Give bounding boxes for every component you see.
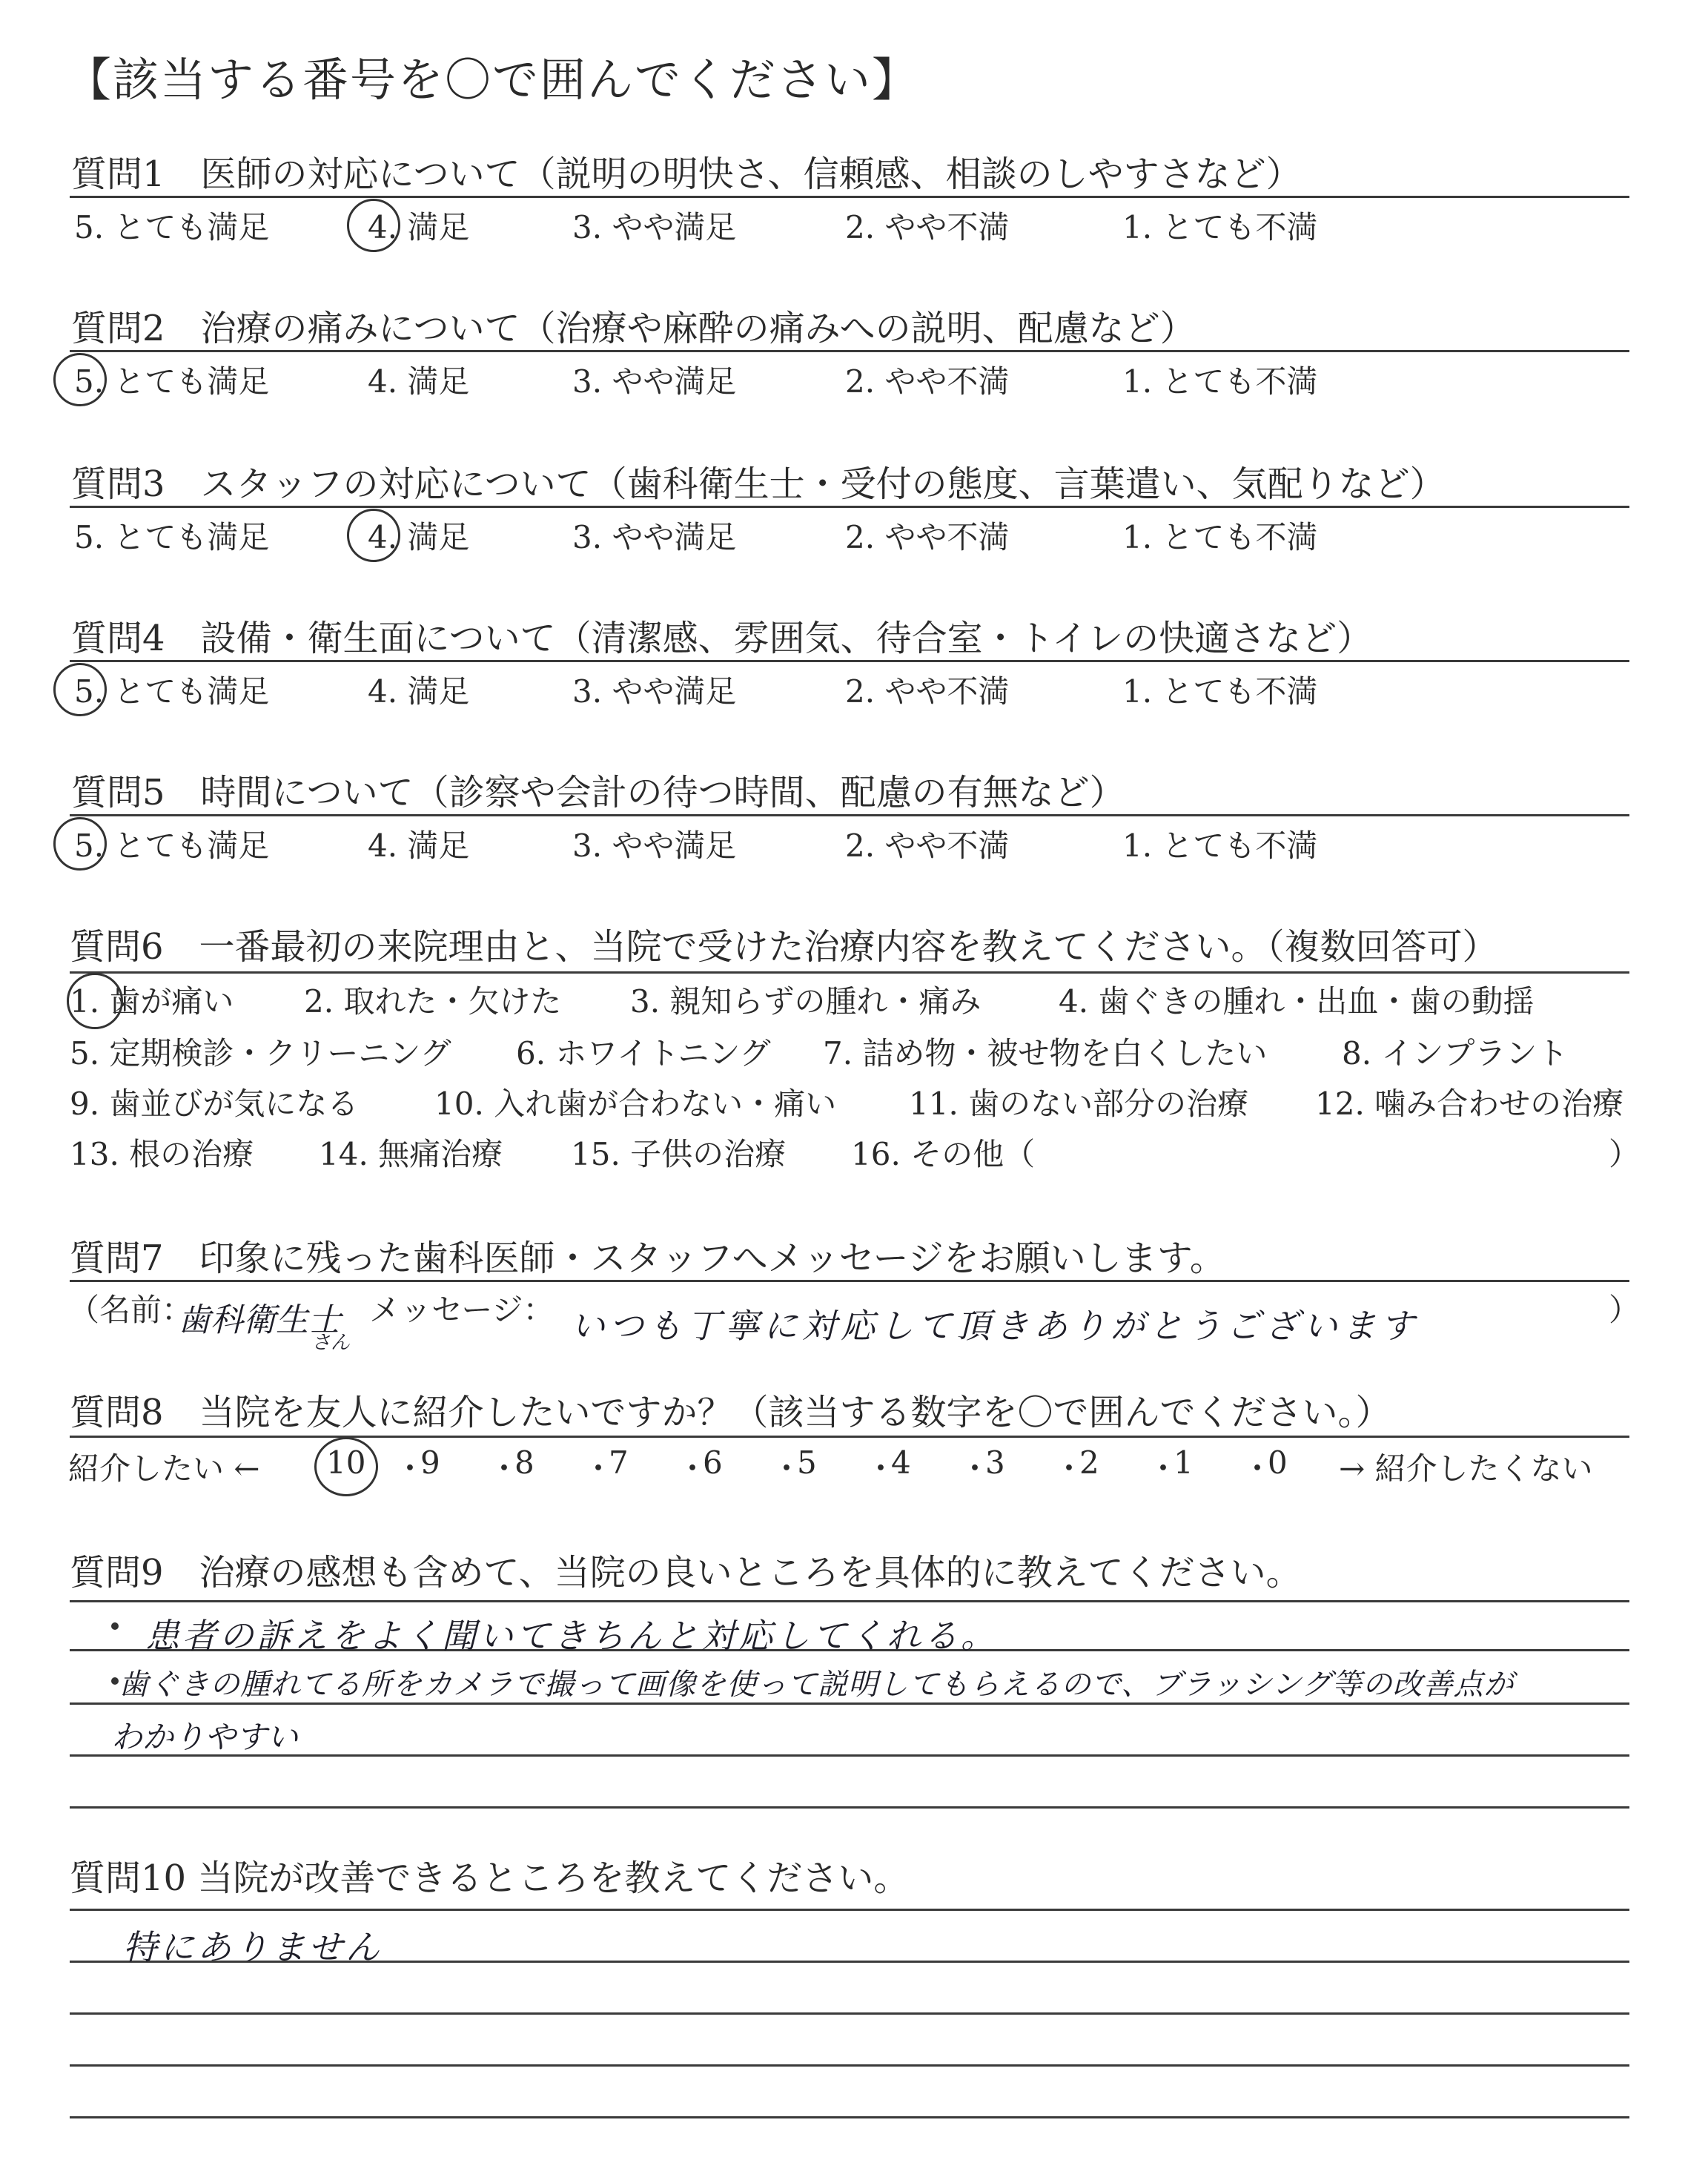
q5-option-3[interactable]: 3. やや満足 <box>572 828 737 864</box>
q9-rule-1 <box>70 1600 1629 1602</box>
q8-separator: ・ <box>489 1450 520 1487</box>
q10-rule-4 <box>70 2064 1629 2067</box>
q8-separator: ・ <box>959 1450 991 1487</box>
q5-option-2[interactable]: 2. やや不満 <box>845 828 1010 864</box>
q6-rule <box>70 971 1629 974</box>
q6-option-2[interactable]: 2. 取れた・欠けた <box>304 983 562 1020</box>
q7-title: 質問7 印象に残った歯科医師・スタッフへメッセージをお願いします。 <box>70 1238 1225 1279</box>
q6-option-13[interactable]: 13. 根の治療 <box>70 1136 254 1172</box>
q9-line-2: 歯ぐきの腫れてる所をカメラで撮って画像を使って説明してもらえるので、ブラッシング等の改善点が <box>119 1668 1515 1702</box>
q8-scale-7[interactable]: 7 <box>609 1444 629 1481</box>
q2-option-3[interactable]: 3. やや満足 <box>572 363 737 400</box>
q6-option-5[interactable]: 5. 定期検診・クリーニング <box>70 1035 451 1071</box>
q1-option-1[interactable]: 1. とても不満 <box>1122 209 1318 245</box>
q8-scale-6[interactable]: 6 <box>703 1444 723 1481</box>
q8-scale-5[interactable]: 5 <box>797 1444 817 1481</box>
q2-option-5[interactable]: 5. とても満足 <box>74 363 270 400</box>
q9-line-3: わかりやすい <box>111 1719 299 1755</box>
q6-option-1[interactable]: 1. 歯が痛い <box>70 983 234 1020</box>
q8-rule <box>70 1436 1629 1438</box>
q8-separator: ・ <box>865 1450 897 1487</box>
q2-option-4[interactable]: 4. 満足 <box>368 363 470 400</box>
q3-option-5[interactable]: 5. とても満足 <box>74 519 270 555</box>
q9-bullet-1 <box>111 1622 119 1630</box>
q3-option-1[interactable]: 1. とても不満 <box>1122 519 1318 555</box>
q8-scale-3[interactable]: 3 <box>985 1444 1005 1481</box>
q2-option-2[interactable]: 2. やや不満 <box>845 363 1010 400</box>
q8-separator: ・ <box>394 1450 426 1487</box>
q10-line-1: 特にありません <box>123 1927 383 1967</box>
q4-title: 質問4 設備・衛生面について（清潔感、雰囲気、待合室・トイレの快適さなど） <box>71 618 1373 659</box>
q6-title: 質問6 一番最初の来院理由と、当院で受けた治療内容を教えてください。（複数回答可） <box>70 926 1498 968</box>
q10-rule-5 <box>70 2116 1629 2118</box>
q10-title: 質問10 当院が改善できるところを教えてください。 <box>70 1857 910 1899</box>
q3-option-2[interactable]: 2. やや不満 <box>845 519 1010 555</box>
q1-option-2[interactable]: 2. やや不満 <box>845 209 1010 245</box>
q6-option-6[interactable]: 6. ホワイトニング <box>516 1035 771 1071</box>
q7-close: ） <box>1609 1292 1641 1328</box>
q9-line-1: 患者の訴えをよく聞いてきちんと対応してくれる。 <box>145 1616 998 1656</box>
q10-rule-3 <box>70 2012 1629 2015</box>
q4-option-4[interactable]: 4. 満足 <box>368 673 470 710</box>
q8-scale-9[interactable]: 9 <box>420 1444 440 1481</box>
q8-scale-0[interactable]: 0 <box>1268 1444 1288 1481</box>
q6-option-12[interactable]: 12. 噛み合わせの治療 <box>1315 1086 1624 1122</box>
q8-scale-4[interactable]: 4 <box>891 1444 911 1481</box>
q6-option-10[interactable]: 10. 入れ歯が合わない・痛い <box>434 1086 837 1122</box>
q5-title: 質問5 時間について（診察や会計の待つ時間、配慮の有無など） <box>71 772 1125 813</box>
q8-scale-2[interactable]: 2 <box>1079 1444 1099 1481</box>
q8-scale-1[interactable]: 1 <box>1174 1444 1194 1481</box>
q2-option-1[interactable]: 1. とても不満 <box>1122 363 1318 400</box>
q9-rule-4 <box>70 1754 1629 1757</box>
q9-title: 質問9 治療の感想も含めて、当院の良いところを具体的に教えてください。 <box>70 1552 1302 1593</box>
q8-scale-10[interactable]: 10 <box>326 1444 366 1481</box>
q10-rule-1 <box>70 1909 1629 1911</box>
q5-rule <box>70 814 1629 816</box>
q1-option-5[interactable]: 5. とても満足 <box>74 209 270 245</box>
q5-option-1[interactable]: 1. とても不満 <box>1122 828 1318 864</box>
form-title: 【該当する番号を〇で囲んでください】 <box>65 53 920 107</box>
q8-separator: ・ <box>1053 1450 1085 1487</box>
q8-scale-8[interactable]: 8 <box>514 1444 534 1481</box>
q2-title: 質問2 治療の痛みについて（治療や麻酔の痛みへの説明、配慮など） <box>71 308 1196 349</box>
q6-option-16[interactable]: 16. その他（ <box>851 1136 1036 1172</box>
q5-selection-circle <box>53 817 107 871</box>
q4-option-3[interactable]: 3. やや満足 <box>572 673 737 710</box>
q2-rule <box>70 350 1629 352</box>
q6-option-15[interactable]: 15. 子供の治療 <box>571 1136 787 1172</box>
q7-rule <box>70 1280 1629 1282</box>
q5-option-5[interactable]: 5. とても満足 <box>74 828 270 864</box>
q4-selection-circle <box>53 663 107 716</box>
q9-rule-5 <box>70 1806 1629 1809</box>
q8-separator: ・ <box>1148 1450 1179 1487</box>
q8-separator: ・ <box>1242 1450 1274 1487</box>
q8-left-label: 紹介したい ← <box>68 1450 260 1487</box>
q3-rule <box>70 506 1629 508</box>
q4-option-2[interactable]: 2. やや不満 <box>845 673 1010 710</box>
q8-separator: ・ <box>677 1450 709 1487</box>
q5-option-4[interactable]: 4. 満足 <box>368 828 470 864</box>
q3-selection-circle <box>347 509 400 562</box>
q8-title: 質問8 当院を友人に紹介したいですか？（該当する数字を〇で囲んでください。） <box>70 1392 1391 1433</box>
q7-name-label: （名前： <box>68 1292 193 1328</box>
q6-selection-circle-1 <box>67 973 123 1029</box>
q6-option-11[interactable]: 11. 歯のない部分の治療 <box>909 1086 1249 1122</box>
q2-selection-circle <box>53 353 107 406</box>
q7-name-handwritten: 歯科衛生士 <box>178 1301 341 1339</box>
q1-selection-circle <box>347 199 400 252</box>
q4-option-1[interactable]: 1. とても不満 <box>1122 673 1318 710</box>
q3-option-3[interactable]: 3. やや満足 <box>572 519 737 555</box>
q6-option-9[interactable]: 9. 歯並びが気になる <box>70 1086 359 1122</box>
q6-option-4[interactable]: 4. 歯ぐきの腫れ・出血・歯の動揺 <box>1059 983 1535 1020</box>
q8-right-label: → 紹介したくない <box>1339 1450 1593 1487</box>
q1-rule <box>70 196 1629 198</box>
q7-message-label: メッセージ： <box>369 1292 555 1328</box>
q1-option-3[interactable]: 3. やや満足 <box>572 209 737 245</box>
q8-separator: ・ <box>583 1450 615 1487</box>
q6-other-close: ） <box>1609 1136 1641 1172</box>
q4-option-5[interactable]: 5. とても満足 <box>74 673 270 710</box>
q9-bullet-2 <box>111 1677 119 1685</box>
q6-option-7[interactable]: 7. 詰め物・被せ物を白くしたい <box>823 1035 1268 1071</box>
q6-option-14[interactable]: 14. 無痛治療 <box>319 1136 503 1172</box>
q4-rule <box>70 660 1629 662</box>
q8-selection-circle <box>314 1437 378 1496</box>
q6-option-8[interactable]: 8. インプラント <box>1342 1035 1569 1071</box>
q8-separator: ・ <box>771 1450 803 1487</box>
q3-option-4[interactable]: 4. 満足 <box>368 519 470 555</box>
q7-honorific-handwritten: さん <box>311 1332 351 1354</box>
q3-title: 質問3 スタッフの対応について（歯科衛生士・受付の態度、言葉遣い、気配りなど） <box>71 463 1446 505</box>
q1-title: 質問1 医師の対応について（説明の明快さ、信頼感、相談のしやすさなど） <box>71 153 1302 195</box>
q1-option-4[interactable]: 4. 満足 <box>368 209 470 245</box>
q7-message-handwritten: いつも丁寧に対応して頂きありがとうございます <box>571 1306 1419 1346</box>
q6-option-3[interactable]: 3. 親知らずの腫れ・痛み <box>630 983 982 1020</box>
